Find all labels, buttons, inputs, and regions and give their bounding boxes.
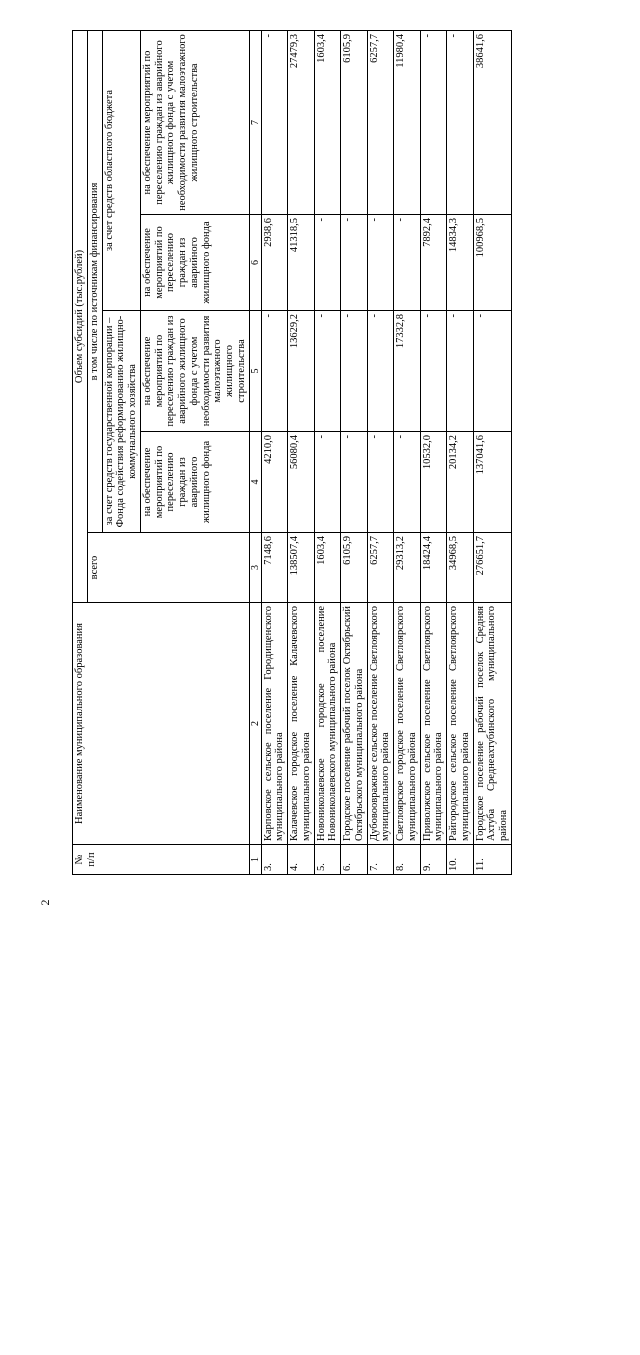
fund-lowrise-amount: -: [473, 311, 511, 432]
fund-lowrise-amount: 17332,8: [394, 311, 421, 432]
row-number: 7.: [367, 845, 394, 875]
fund-emergency-amount: -: [314, 432, 341, 533]
fund-lowrise-amount: -: [447, 311, 474, 432]
municipality-name: Дубовоовражное сельское поселение Светлоярского муниципального района: [367, 603, 394, 845]
header-regional: за счет средств областного бюджета: [102, 31, 140, 311]
table-row: [367, 31, 394, 875]
regional-lowrise-amount: 27479,3: [288, 31, 315, 215]
regional-lowrise-amount: -: [261, 31, 288, 215]
municipality-name: Городское поселение рабочий поселок Октябрьский Октябрьского муниципального района: [341, 603, 368, 845]
regional-lowrise-amount: 6105,9: [341, 31, 368, 215]
fund-emergency-amount: 20134,2: [447, 432, 474, 533]
total-amount: 29313,2: [394, 533, 421, 603]
municipality-name: Светлоярское городское поселение Светлоярского муниципального района: [394, 603, 421, 845]
fund-lowrise-amount: -: [420, 311, 447, 432]
column-number: 5: [249, 311, 261, 432]
regional-emergency-amount: -: [341, 215, 368, 311]
municipality-name: Райгородское сельское поселение Светлоярского муниципального района: [447, 603, 474, 845]
fund-emergency-amount: 137041,6: [473, 432, 511, 533]
column-number: 4: [249, 432, 261, 533]
row-number: 9.: [420, 845, 447, 875]
column-number: 1: [249, 845, 261, 875]
fund-emergency-amount: -: [367, 432, 394, 533]
row-number: 10.: [447, 845, 474, 875]
total-amount: 6257,7: [367, 533, 394, 603]
header-fund-emergency: на обеспечение мероприятий по переселению граждан из аварийного жилищного фонда: [140, 432, 249, 533]
municipality-name: Новониколаевское городское поселение Новониколаевского муниципального района: [314, 603, 341, 845]
regional-emergency-amount: 41318,5: [288, 215, 315, 311]
regional-lowrise-amount: 1603,4: [314, 31, 341, 215]
subsidy-table: [72, 30, 512, 875]
municipality-name: Калачевское городское поселение Калачевского муниципального района: [288, 603, 315, 845]
table-row: [473, 31, 511, 875]
header-name: Наименование муниципального образования: [73, 603, 250, 845]
fund-emergency-amount: 10532,0: [420, 432, 447, 533]
header-reg-lowrise: на обеспечение мероприятий по переселению граждан из аварийного жилищного фонда с учетом необходимости развития малоэтажного жилищного строительства: [140, 31, 249, 215]
header-volume: Объем субсидий (тыс.рублей): [73, 31, 88, 603]
fund-lowrise-amount: -: [314, 311, 341, 432]
fund-lowrise-amount: -: [367, 311, 394, 432]
regional-lowrise-amount: -: [420, 31, 447, 215]
regional-emergency-amount: 100968,5: [473, 215, 511, 311]
table-row: [447, 31, 474, 875]
total-amount: 18424,4: [420, 533, 447, 603]
header-in-number: в том числе по источникам финансирования: [87, 31, 102, 533]
header-fund: за счет средств государственной корпорации – Фонда содействия реформированию жилищно-коммунального хозяйства: [102, 311, 140, 533]
regional-emergency-amount: -: [314, 215, 341, 311]
fund-emergency-amount: 4210,0: [261, 432, 288, 533]
page-number: 2: [38, 899, 52, 906]
table-row: [394, 31, 421, 875]
regional-lowrise-amount: 38641,6: [473, 31, 511, 215]
column-number: 3: [249, 533, 261, 603]
column-number: 7: [249, 31, 261, 215]
total-amount: 138507,4: [288, 533, 315, 603]
table-row: [420, 31, 447, 875]
regional-lowrise-amount: -: [447, 31, 474, 215]
header-num: № п/п: [73, 845, 250, 875]
row-number: 6.: [341, 845, 368, 875]
fund-emergency-amount: 56080,4: [288, 432, 315, 533]
municipality-name: Городское поселение рабочий поселок Средняя Ахтуба Среднеахтубинского муниципального района: [473, 603, 511, 845]
header-total: всего: [87, 533, 249, 603]
fund-lowrise-amount: -: [261, 311, 288, 432]
regional-lowrise-amount: 11980,4: [394, 31, 421, 215]
municipality-name: Карповское сельское поселение Городищенского муниципального района: [261, 603, 288, 845]
column-number: 6: [249, 215, 261, 311]
row-number: 3.: [261, 845, 288, 875]
table-row: [341, 31, 368, 875]
total-amount: 34968,5: [447, 533, 474, 603]
header-reg-emergency: на обеспечение мероприятий по переселению граждан из аварийного жилищного фонда: [140, 215, 249, 311]
table-row: [288, 31, 315, 875]
fund-lowrise-amount: -: [341, 311, 368, 432]
table-row: [314, 31, 341, 875]
total-amount: 276651,7: [473, 533, 511, 603]
row-number: 4.: [288, 845, 315, 875]
column-number: 2: [249, 603, 261, 845]
table-row: [261, 31, 288, 875]
header-fund-lowrise: на обеспечение мероприятий по переселению граждан из аварийного жилищного фонда с учетом необходимости развития малоэтажного жилищного строительства: [140, 311, 249, 432]
total-amount: 6105,9: [341, 533, 368, 603]
regional-emergency-amount: 14834,3: [447, 215, 474, 311]
regional-emergency-amount: -: [367, 215, 394, 311]
regional-emergency-amount: 7892,4: [420, 215, 447, 311]
row-number: 11.: [473, 845, 511, 875]
regional-lowrise-amount: 6257,7: [367, 31, 394, 215]
total-amount: 1603,4: [314, 533, 341, 603]
row-number: 8.: [394, 845, 421, 875]
fund-emergency-amount: -: [394, 432, 421, 533]
fund-emergency-amount: -: [341, 432, 368, 533]
regional-emergency-amount: 2938,6: [261, 215, 288, 311]
row-number: 5.: [314, 845, 341, 875]
regional-emergency-amount: -: [394, 215, 421, 311]
fund-lowrise-amount: 13629,2: [288, 311, 315, 432]
total-amount: 7148,6: [261, 533, 288, 603]
municipality-name: Приволжское сельское поселение Светлоярского муниципального района: [420, 603, 447, 845]
